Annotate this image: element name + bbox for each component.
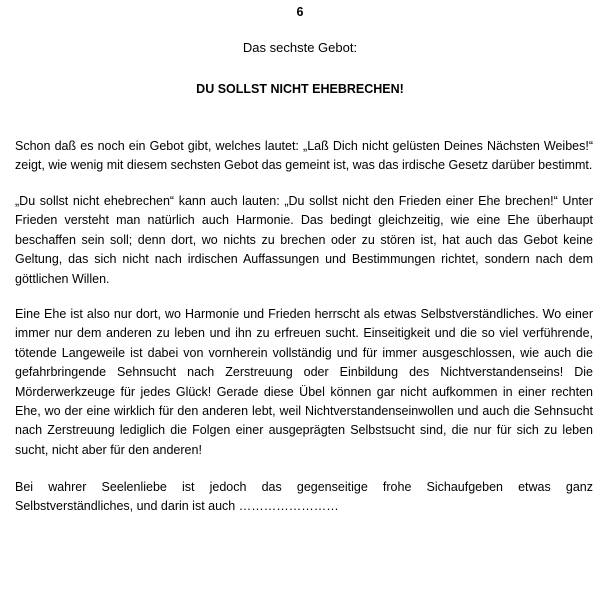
body-paragraph-2: „Du sollst nicht ehebrechen“ kann auch lauten: „Du sollst nicht den Frieden einer Ehe brechen!“ Unter Frieden versteht man natürlich auch Harmonie. Das bedingt gleichzeitig, wie eine Ehe überhaupt beschaffen sein soll; denn dort, wo nichts zu brechen oder zu stören ist, hat auch das Gebot keine Geltung, das sich nicht nach irdischen Auffassungen und Bestimmungen richtet, sondern nach dem göttlichen Willen. <box>15 194 593 286</box>
body-paragraph-1: Schon daß es noch ein Gebot gibt, welches lautet: „Laß Dich nicht gelüsten Deines Nächsten Weibes!“ zeigt, wie wenig mit diesem sechsten Gebot das gemeint ist, was das irdische Gesetz darüber bestimmt. <box>15 139 593 173</box>
body-paragraph-3: Eine Ehe ist also nur dort, wo Harmonie und Frieden herrscht als etwas Selbstverständliches. Wo einer immer nur dem anderen zu leben und ihn zu erfreuen sucht. Einseitigkeit und die so viel verführende, tötende Langeweile ist dabei von vornherein vollständig und für immer ausgeschlossen, wie auch die gefahrbringende Sehnsucht nach Zerstreuung oder Einbildung des Nichtverstandenseins! Die Mörderwerkzeuge für jedes Glück! Gerade diese Übel können gar nicht aufkommen in einer rechten Ehe, wo der eine wirklich für den anderen lebt, weil Nichtverstandenseinwollen und auch die Sehnsucht nach Zerstreuung lediglich die Folgen einer ausgeprägten Selbstsucht sind, die nur für sich zu leben sucht, nicht aber für den anderen! <box>15 307 593 457</box>
chapter-subtitle: Das sechste Gebot: <box>242 40 358 55</box>
body-paragraph-4: Bei wahrer Seelenliebe ist jedoch das gegenseitige frohe Sichaufgeben etwas ganz Selbstverständliches, und darin ist auch …………………… <box>15 480 593 514</box>
chapter-title: DU SOLLST NICHT EHEBRECHEN! <box>196 82 404 96</box>
page-number: 6 <box>296 5 304 19</box>
